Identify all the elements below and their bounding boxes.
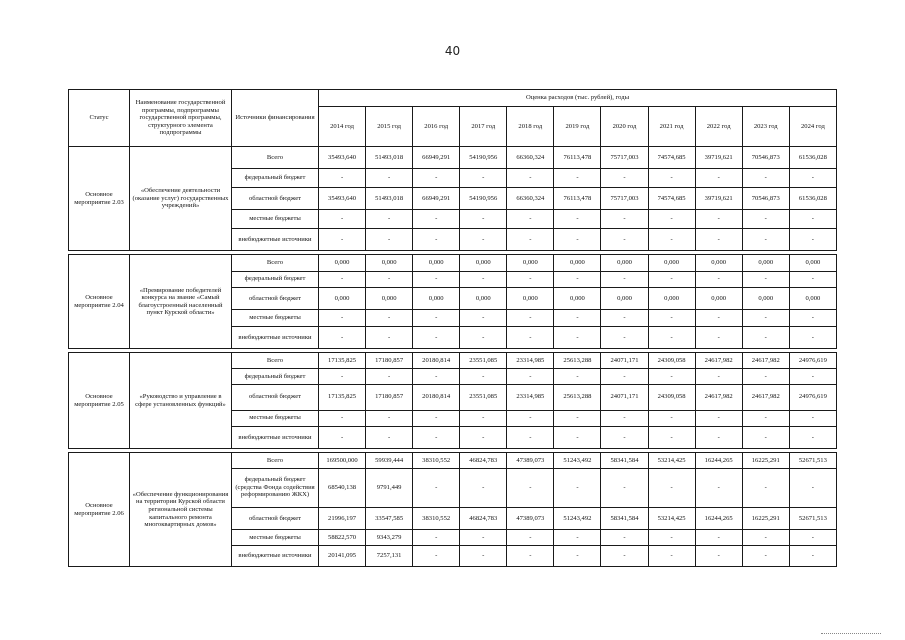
- status-header: Статус: [69, 90, 130, 147]
- year-header: 2017 год: [460, 107, 507, 147]
- value-cell: 0,000: [319, 255, 366, 271]
- value-cell: 61536,028: [789, 147, 836, 169]
- value-cell: 46824,783: [460, 507, 507, 529]
- table-row: [69, 453, 837, 468]
- value-cell: -: [413, 210, 460, 228]
- year-header: 2014 год: [319, 107, 366, 147]
- value-cell: 75717,003: [601, 147, 648, 169]
- value-cell: 24617,982: [742, 384, 789, 410]
- value-cell: 17135,825: [319, 384, 366, 410]
- value-cell: 0,000: [789, 287, 836, 309]
- value-cell: -: [789, 310, 836, 326]
- source-cell: Всего: [232, 353, 319, 368]
- value-cell: 74574,685: [648, 147, 695, 169]
- value-cell: 20180,814: [413, 384, 460, 410]
- year-header: 2016 год: [413, 107, 460, 147]
- value-cell: -: [554, 546, 601, 567]
- status-cell: Основное мероприятие 2.03: [69, 147, 130, 251]
- value-cell: -: [507, 468, 554, 507]
- value-cell: 16244,265: [695, 507, 742, 529]
- value-cell: 76113,478: [554, 187, 601, 209]
- value-cell: 0,000: [319, 287, 366, 309]
- value-cell: -: [648, 530, 695, 546]
- value-cell: -: [460, 271, 507, 287]
- source-cell: Всего: [232, 453, 319, 468]
- value-cell: -: [742, 271, 789, 287]
- value-cell: 0,000: [366, 255, 413, 271]
- value-cell: -: [789, 368, 836, 384]
- value-cell: -: [648, 169, 695, 187]
- year-header: 2023 год: [742, 107, 789, 147]
- value-cell: -: [507, 310, 554, 326]
- value-cell: -: [742, 169, 789, 187]
- year-header: 2018 год: [507, 107, 554, 147]
- value-cell: 169500,000: [319, 453, 366, 468]
- value-cell: 0,000: [507, 287, 554, 309]
- value-cell: -: [319, 210, 366, 228]
- value-cell: -: [366, 169, 413, 187]
- value-cell: 66360,324: [507, 187, 554, 209]
- value-cell: -: [648, 326, 695, 348]
- table-body: [69, 147, 837, 567]
- value-cell: 23314,985: [507, 384, 554, 410]
- value-cell: 47389,073: [507, 453, 554, 468]
- value-cell: 52671,513: [789, 507, 836, 529]
- value-cell: 0,000: [460, 287, 507, 309]
- value-cell: -: [648, 426, 695, 448]
- value-cell: 24617,982: [742, 353, 789, 368]
- value-cell: -: [319, 169, 366, 187]
- value-cell: 16225,291: [742, 453, 789, 468]
- value-cell: -: [413, 169, 460, 187]
- value-cell: -: [695, 530, 742, 546]
- value-cell: -: [554, 326, 601, 348]
- value-cell: -: [695, 271, 742, 287]
- value-cell: 54190,956: [460, 187, 507, 209]
- value-cell: -: [554, 368, 601, 384]
- year-header: 2015 год: [366, 107, 413, 147]
- source-cell: внебюджетные источники: [232, 546, 319, 567]
- value-cell: -: [413, 426, 460, 448]
- value-cell: 74574,685: [648, 187, 695, 209]
- value-cell: -: [601, 326, 648, 348]
- value-cell: 24976,619: [789, 353, 836, 368]
- value-cell: 20180,814: [413, 353, 460, 368]
- value-cell: -: [742, 546, 789, 567]
- value-cell: 24071,171: [601, 353, 648, 368]
- value-cell: -: [507, 530, 554, 546]
- value-cell: -: [413, 326, 460, 348]
- value-cell: 23551,085: [460, 353, 507, 368]
- value-cell: 23314,985: [507, 353, 554, 368]
- value-cell: 21996,197: [319, 507, 366, 529]
- value-cell: 9343,279: [366, 530, 413, 546]
- value-cell: -: [789, 210, 836, 228]
- value-cell: -: [742, 468, 789, 507]
- status-cell: Основное мероприятие 2.04: [69, 255, 130, 349]
- value-cell: -: [507, 210, 554, 228]
- value-cell: 0,000: [742, 255, 789, 271]
- value-cell: -: [460, 326, 507, 348]
- value-cell: -: [742, 310, 789, 326]
- value-cell: -: [460, 530, 507, 546]
- year-header: 2021 год: [648, 107, 695, 147]
- value-cell: -: [601, 310, 648, 326]
- value-cell: -: [554, 169, 601, 187]
- value-cell: -: [507, 410, 554, 426]
- value-cell: -: [460, 310, 507, 326]
- value-cell: 38310,552: [413, 453, 460, 468]
- table-row: [69, 147, 837, 169]
- value-cell: 38310,552: [413, 507, 460, 529]
- value-cell: 58341,584: [601, 507, 648, 529]
- table-row: [69, 255, 837, 271]
- value-cell: 51493,018: [366, 187, 413, 209]
- value-cell: 0,000: [695, 287, 742, 309]
- value-cell: 66949,291: [413, 147, 460, 169]
- value-cell: -: [601, 271, 648, 287]
- value-cell: -: [366, 326, 413, 348]
- source-cell: областной бюджет: [232, 287, 319, 309]
- source-cell: областной бюджет: [232, 384, 319, 410]
- table-row: [69, 353, 837, 368]
- value-cell: -: [695, 546, 742, 567]
- value-cell: -: [601, 546, 648, 567]
- value-cell: -: [319, 326, 366, 348]
- value-cell: -: [789, 228, 836, 250]
- value-cell: -: [319, 426, 366, 448]
- value-cell: 75717,003: [601, 187, 648, 209]
- value-cell: -: [460, 468, 507, 507]
- source-cell: федеральный бюджет: [232, 368, 319, 384]
- value-cell: -: [742, 368, 789, 384]
- value-cell: -: [507, 228, 554, 250]
- value-cell: 16244,265: [695, 453, 742, 468]
- value-cell: 39719,621: [695, 187, 742, 209]
- value-cell: -: [460, 228, 507, 250]
- value-cell: -: [695, 310, 742, 326]
- value-cell: -: [554, 310, 601, 326]
- value-cell: -: [366, 368, 413, 384]
- value-cell: 51493,018: [366, 147, 413, 169]
- source-cell: федеральный бюджет: [232, 271, 319, 287]
- value-cell: 51243,492: [554, 507, 601, 529]
- source-cell: внебюджетные источники: [232, 426, 319, 448]
- value-cell: -: [507, 169, 554, 187]
- value-cell: 66360,324: [507, 147, 554, 169]
- value-cell: -: [601, 426, 648, 448]
- value-cell: 0,000: [601, 255, 648, 271]
- value-cell: -: [366, 228, 413, 250]
- value-cell: 53214,425: [648, 507, 695, 529]
- value-cell: 25613,288: [554, 353, 601, 368]
- value-cell: -: [366, 210, 413, 228]
- source-cell: федеральный бюджет (средства Фонда содействия реформированию ЖКХ): [232, 468, 319, 507]
- value-cell: 9791,449: [366, 468, 413, 507]
- year-header: 2020 год: [601, 107, 648, 147]
- value-cell: 54190,956: [460, 147, 507, 169]
- name-cell: «Руководство и управление в сфере установленных функций»: [130, 353, 232, 449]
- value-cell: 0,000: [789, 255, 836, 271]
- name-cell: «Обеспечение деятельности (оказание услуг) государственных учреждений»: [130, 147, 232, 251]
- value-cell: 35493,640: [319, 187, 366, 209]
- value-cell: -: [742, 326, 789, 348]
- value-cell: -: [554, 468, 601, 507]
- value-cell: -: [554, 228, 601, 250]
- value-cell: -: [601, 210, 648, 228]
- value-cell: 0,000: [554, 287, 601, 309]
- value-cell: -: [648, 410, 695, 426]
- source-cell: местные бюджеты: [232, 410, 319, 426]
- value-cell: 0,000: [648, 255, 695, 271]
- value-cell: -: [695, 210, 742, 228]
- value-cell: -: [319, 228, 366, 250]
- table-header: [69, 90, 837, 147]
- value-cell: -: [366, 310, 413, 326]
- value-cell: -: [601, 169, 648, 187]
- value-cell: -: [366, 410, 413, 426]
- value-cell: -: [648, 210, 695, 228]
- source-cell: местные бюджеты: [232, 310, 319, 326]
- value-cell: -: [507, 546, 554, 567]
- value-cell: 23551,085: [460, 384, 507, 410]
- value-cell: 0,000: [366, 287, 413, 309]
- value-cell: -: [789, 546, 836, 567]
- value-cell: -: [789, 271, 836, 287]
- value-cell: -: [507, 326, 554, 348]
- source-cell: Всего: [232, 147, 319, 169]
- estimate-header: Оценка расходов (тыс. рублей), годы: [319, 90, 837, 107]
- value-cell: -: [413, 271, 460, 287]
- status-cell: Основное мероприятие 2.05: [69, 353, 130, 449]
- status-cell: Основное мероприятие 2.06: [69, 453, 130, 567]
- footer-mark: [821, 631, 881, 634]
- name-cell: «Обеспечение функционирования на территории Курской области региональной системы капитального ремонта многоквартирных домов»: [130, 453, 232, 567]
- value-cell: 0,000: [601, 287, 648, 309]
- value-cell: 17180,857: [366, 384, 413, 410]
- value-cell: -: [601, 228, 648, 250]
- year-header: 2024 год: [789, 107, 836, 147]
- value-cell: -: [413, 368, 460, 384]
- value-cell: -: [413, 410, 460, 426]
- value-cell: -: [460, 546, 507, 567]
- value-cell: 51243,492: [554, 453, 601, 468]
- value-cell: -: [460, 368, 507, 384]
- value-cell: -: [554, 530, 601, 546]
- value-cell: -: [366, 426, 413, 448]
- value-cell: -: [413, 310, 460, 326]
- value-cell: -: [789, 169, 836, 187]
- value-cell: -: [789, 410, 836, 426]
- value-cell: 20141,095: [319, 546, 366, 567]
- value-cell: -: [742, 410, 789, 426]
- value-cell: -: [789, 326, 836, 348]
- value-cell: -: [460, 410, 507, 426]
- value-cell: -: [695, 368, 742, 384]
- value-cell: 0,000: [554, 255, 601, 271]
- value-cell: -: [601, 530, 648, 546]
- value-cell: -: [789, 530, 836, 546]
- value-cell: 17180,857: [366, 353, 413, 368]
- value-cell: -: [789, 426, 836, 448]
- page-number: 40: [444, 44, 461, 58]
- value-cell: -: [319, 271, 366, 287]
- value-cell: -: [554, 210, 601, 228]
- value-cell: 24617,982: [695, 353, 742, 368]
- value-cell: -: [413, 530, 460, 546]
- value-cell: 33547,585: [366, 507, 413, 529]
- source-cell: местные бюджеты: [232, 530, 319, 546]
- value-cell: 25613,288: [554, 384, 601, 410]
- value-cell: -: [648, 271, 695, 287]
- value-cell: 58341,584: [601, 453, 648, 468]
- value-cell: -: [413, 468, 460, 507]
- value-cell: 46824,783: [460, 453, 507, 468]
- value-cell: 0,000: [695, 255, 742, 271]
- value-cell: 47389,073: [507, 507, 554, 529]
- value-cell: 24617,982: [695, 384, 742, 410]
- value-cell: -: [695, 426, 742, 448]
- value-cell: -: [695, 326, 742, 348]
- value-cell: -: [507, 271, 554, 287]
- value-cell: -: [648, 468, 695, 507]
- source-cell: внебюджетные источники: [232, 326, 319, 348]
- source-cell: внебюджетные источники: [232, 228, 319, 250]
- value-cell: 0,000: [648, 287, 695, 309]
- value-cell: -: [601, 468, 648, 507]
- budget-table: [68, 89, 837, 567]
- value-cell: -: [742, 228, 789, 250]
- source-cell: местные бюджеты: [232, 210, 319, 228]
- value-cell: 39719,621: [695, 147, 742, 169]
- value-cell: 66949,291: [413, 187, 460, 209]
- value-cell: -: [460, 169, 507, 187]
- value-cell: -: [648, 368, 695, 384]
- value-cell: -: [319, 368, 366, 384]
- value-cell: -: [366, 271, 413, 287]
- value-cell: -: [460, 210, 507, 228]
- value-cell: 24309,058: [648, 384, 695, 410]
- value-cell: -: [554, 271, 601, 287]
- value-cell: -: [648, 310, 695, 326]
- value-cell: 76113,478: [554, 147, 601, 169]
- value-cell: 0,000: [413, 287, 460, 309]
- value-cell: 70546,873: [742, 187, 789, 209]
- value-cell: 24976,619: [789, 384, 836, 410]
- value-cell: 59939,444: [366, 453, 413, 468]
- value-cell: -: [413, 228, 460, 250]
- year-header: 2019 год: [554, 107, 601, 147]
- value-cell: -: [695, 169, 742, 187]
- value-cell: -: [507, 368, 554, 384]
- value-cell: 70546,873: [742, 147, 789, 169]
- value-cell: 61536,028: [789, 187, 836, 209]
- value-cell: -: [742, 426, 789, 448]
- value-cell: -: [601, 368, 648, 384]
- value-cell: 53214,425: [648, 453, 695, 468]
- value-cell: -: [507, 426, 554, 448]
- value-cell: 0,000: [460, 255, 507, 271]
- value-cell: -: [695, 410, 742, 426]
- value-cell: -: [742, 530, 789, 546]
- value-cell: -: [695, 468, 742, 507]
- source-cell: областной бюджет: [232, 507, 319, 529]
- value-cell: -: [742, 210, 789, 228]
- value-cell: 17135,825: [319, 353, 366, 368]
- source-cell: областной бюджет: [232, 187, 319, 209]
- value-cell: 58822,570: [319, 530, 366, 546]
- value-cell: 0,000: [413, 255, 460, 271]
- name-cell: «Премирование победителей конкурса на звание «Самый благоустроенный населенный пункт Курской области»: [130, 255, 232, 349]
- value-cell: 0,000: [507, 255, 554, 271]
- value-cell: 52671,513: [789, 453, 836, 468]
- sources-header: Источники финансирования: [232, 90, 319, 147]
- name-header: Наименование государственной программы, подпрограммы государственной программы, структурного элемента подпрограммы: [130, 90, 232, 147]
- value-cell: -: [601, 410, 648, 426]
- value-cell: -: [554, 426, 601, 448]
- value-cell: -: [460, 426, 507, 448]
- value-cell: -: [319, 410, 366, 426]
- value-cell: -: [789, 468, 836, 507]
- value-cell: 16225,291: [742, 507, 789, 529]
- value-cell: 24071,171: [601, 384, 648, 410]
- value-cell: -: [554, 410, 601, 426]
- value-cell: -: [319, 310, 366, 326]
- value-cell: -: [413, 546, 460, 567]
- value-cell: 0,000: [742, 287, 789, 309]
- value-cell: -: [695, 228, 742, 250]
- value-cell: 35493,640: [319, 147, 366, 169]
- value-cell: -: [648, 228, 695, 250]
- value-cell: 7257,131: [366, 546, 413, 567]
- value-cell: 68540,138: [319, 468, 366, 507]
- year-header: 2022 год: [695, 107, 742, 147]
- value-cell: -: [648, 546, 695, 567]
- source-cell: федеральный бюджет: [232, 169, 319, 187]
- value-cell: 24309,058: [648, 353, 695, 368]
- source-cell: Всего: [232, 255, 319, 271]
